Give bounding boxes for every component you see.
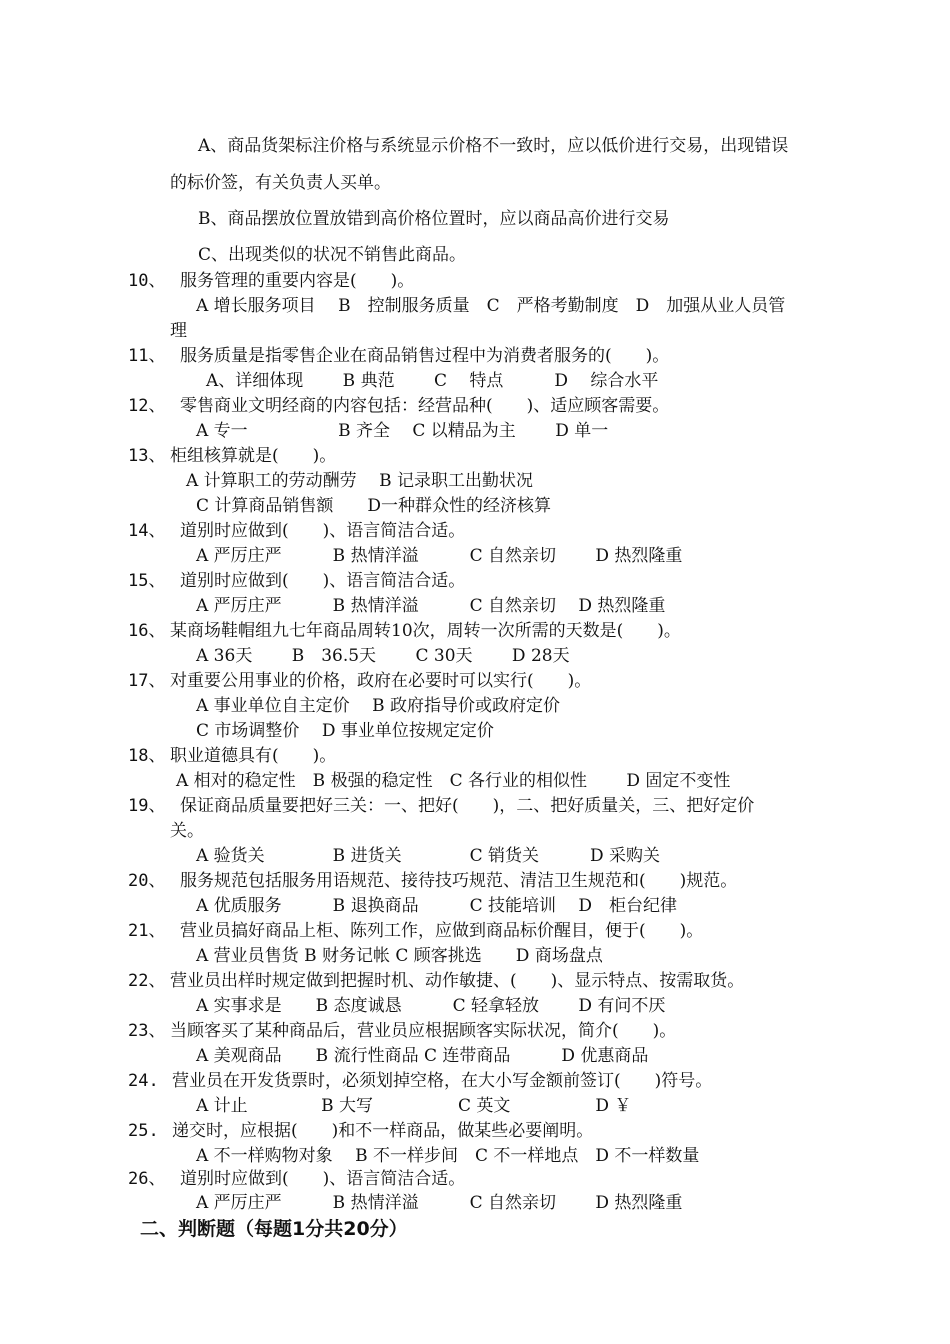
question-options: A 严厉庄严 B 热情洋溢 C 自然亲切 D 热烈隆重: [196, 546, 683, 566]
question-options: A、详细体现 B 典范 C 特点 D 综合水平: [206, 371, 659, 391]
question-stem: 职业道德具有( )。: [170, 746, 337, 766]
question-number: 19、: [128, 796, 166, 816]
question-number: 26、: [128, 1169, 166, 1189]
question-number: 22、: [128, 971, 166, 991]
question-number: 17、: [128, 671, 166, 691]
question-options: A 美观商品 B 流行性商品 C 连带商品 D 优惠商品: [196, 1046, 649, 1066]
question-number: 20、: [128, 871, 166, 891]
question-stem: 服务规范包括服务用语规范、接待技巧规范、清洁卫生规范和( )规范。: [180, 871, 738, 891]
question-number: 23、: [128, 1021, 166, 1041]
question-stem: 柜组核算就是( )。: [170, 446, 337, 466]
question-options: A 严厉庄严 B 热情洋溢 C 自然亲切 D 热烈隆重: [196, 1193, 683, 1213]
question-options: C 市场调整价 D 事业单位按规定定价: [196, 721, 494, 741]
section-heading: 二、判断题（每题1分共20分）: [140, 1218, 408, 1240]
question-stem-cont: 关。: [170, 821, 204, 841]
question-stem: 零售商业文明经商的内容包括：经营品种( )、适应顾客需要。: [180, 396, 670, 416]
question-options: A 专一 B 齐全 C 以精品为主 D 单一: [196, 421, 609, 441]
question-number: 18、: [128, 746, 166, 766]
question-number: 15、: [128, 571, 166, 591]
question-stem: 营业员搞好商品上柜、陈列工作，应做到商品标价醒目，便于( )。: [180, 921, 704, 941]
question-options: A 计止 B 大写 C 英文 D ￥: [196, 1096, 632, 1116]
question-stem: 对重要公用事业的价格，政府在必要时可以实行( )。: [170, 671, 592, 691]
question-options: A 36天 B 36.5天 C 30天 D 28天: [196, 646, 570, 666]
question-number: 12、: [128, 396, 166, 416]
question-options: A 营业员售货 B 财务记帐 C 顾客挑选 D 商场盘点: [196, 946, 603, 966]
question-options: A 不一样购物对象 B 不一样步间 C 不一样地点 D 不一样数量: [196, 1146, 700, 1166]
question-stem: 服务管理的重要内容是( )。: [180, 271, 415, 291]
question-stem: 当顾客买了某种商品后，营业员应根据顾客实际状况，简介( )。: [170, 1021, 677, 1041]
question-options: A 增长服务项目 B 控制服务质量 C 严格考勤制度 D 加强从业人员管: [196, 296, 786, 316]
question-options: A 严厉庄严 B 热情洋溢 C 自然亲切 D 热烈隆重: [196, 596, 666, 616]
question-stem: 道别时应做到( )、语言简洁合适。: [180, 571, 466, 591]
question-options-cont: 理: [170, 321, 187, 341]
question-options: C 计算商品销售额 D一种群众性的经济核算: [196, 496, 552, 516]
question-options: A 相对的稳定性 B 极强的稳定性 C 各行业的相似性 D 固定不变性: [176, 771, 731, 791]
question-number: 16、: [128, 621, 166, 641]
question-stem: 某商场鞋帽组九七年商品周转10次，周转一次所需的天数是( )。: [170, 621, 681, 641]
question-number: 11、: [128, 346, 166, 366]
question-stem: 服务质量是指零售企业在商品销售过程中为消费者服务的( )。: [180, 346, 670, 366]
question-number: 21、: [128, 921, 166, 941]
question-number: 24.: [128, 1071, 159, 1091]
question-number: 25.: [128, 1121, 159, 1141]
pre-option-b: B、商品摆放位置放错到高价格位置时，应以商品高价进行交易: [198, 209, 670, 229]
pre-option-c: C、出现类似的状况不销售此商品。: [198, 245, 467, 265]
question-options: A 事业单位自主定价 B 政府指导价或政府定价: [196, 696, 560, 716]
question-number: 13、: [128, 446, 166, 466]
question-stem: 营业员在开发货票时，必须划掉空格，在大小写金额前签订( )符号。: [172, 1071, 713, 1091]
question-stem: 道别时应做到( )、语言简洁合适。: [180, 521, 466, 541]
pre-option-a-line-1: A、商品货架标注价格与系统显示价格不一致时，应以低价进行交易，出现错误: [198, 136, 789, 156]
pre-option-a-line-2: 的标价签，有关负责人买单。: [170, 173, 391, 193]
question-stem: 道别时应做到( )、语言简洁合适。: [180, 1169, 466, 1189]
question-options: A 验货关 B 进货关 C 销货关 D 采购关: [196, 846, 661, 866]
question-options: A 实事求是 B 态度诚恳 C 轻拿轻放 D 有问不厌: [196, 996, 666, 1016]
question-number: 10、: [128, 271, 166, 291]
question-stem: 保证商品质量要把好三关：一、把好( )，二、把好质量关，三、把好定价: [180, 796, 755, 816]
question-stem: 递交时，应根据( )和不一样商品，做某些必要阐明。: [172, 1121, 594, 1141]
question-number: 14、: [128, 521, 166, 541]
question-stem: 营业员出样时规定做到把握时机、动作敏捷、( )、显示特点、按需取货。: [170, 971, 745, 991]
question-options: A 计算职工的劳动酬劳 B 记录职工出勤状况: [186, 471, 533, 491]
question-options: A 优质服务 B 退换商品 C 技能培训 D 柜台纪律: [196, 896, 678, 916]
